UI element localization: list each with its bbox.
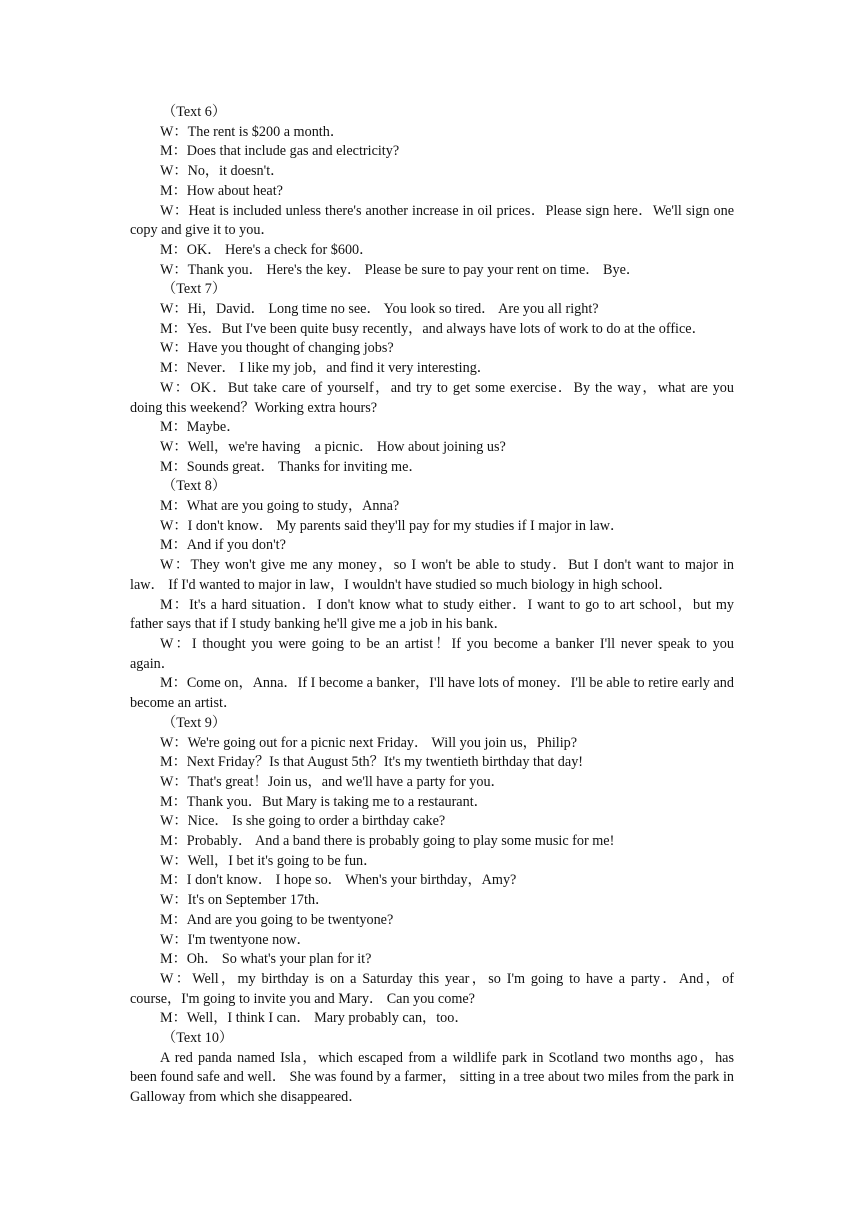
section-heading-text-8: （Text 8） — [162, 478, 227, 495]
dialogue-line: W：Well，I bet it's going to be fun． — [160, 852, 378, 869]
dialogue-line: M：I don't know． I hope so． When's your birthday，Amy? — [160, 872, 517, 889]
dialogue-line: M：What are you going to study，Anna? — [160, 498, 400, 515]
dialogue-line: M：Thank you．But Mary is taking me to a restaurant． — [160, 793, 488, 810]
dialogue-line: M：OK． Here's a check for $600． — [160, 241, 374, 258]
dialogue-line: W：That's great！Join us，and we'll have a party for you． — [160, 773, 505, 790]
section-heading-text-6: （Text 6） — [162, 104, 227, 120]
dialogue-line: M：Never． I like my job，and find it very interesting． — [160, 360, 491, 377]
dialogue-line: M：It's a hard situation．I don't know what to study either．I want to go to art school，but my father says that if I study banking he'll give me a job in his bank． — [130, 596, 734, 633]
dialogue-line: M：Come on，Anna．If I become a banker，I'll have lots of money．I'll be able to retire early and become an artist． — [130, 675, 734, 712]
dialogue-line: W：They won't give me any money，so I won't be able to study．But I don't want to major in law． If I'd wanted to major in law，I wouldn't have studied so much biology in high school． — [130, 557, 734, 593]
dialogue-line: M：Well，I think I can． Mary probably can，too． — [160, 1010, 469, 1027]
dialogue-line: W：Nice． Is she going to order a birthday cake? — [160, 813, 446, 830]
dialogue-line: W：Thank you． Here's the key． Please be sure to pay your rent on time． Bye． — [160, 261, 641, 278]
dialogue-line: W：Hi，David． Long time no see． You look so tired． Are you all right? — [160, 301, 599, 318]
dialogue-line: W：Have you thought of changing jobs? — [160, 340, 394, 357]
dialogue-line: M：Does that include gas and electricity? — [160, 143, 400, 160]
dialogue-line: W：We're going out for a picnic next Friday． Will you join us，Philip? — [160, 734, 578, 751]
dialogue-line: W：Well，we're having a picnic． How about joining us? — [160, 438, 506, 455]
dialogue-line: M：And are you going to be twentyone? — [160, 911, 394, 928]
passage-paragraph: A red panda named Isla，which escaped from a wildlife park in Scotland two months ago，has been found safe and well． She was found by a farmer， sitting in a tree about two miles from the park in Galloway from which she disappeared． — [130, 1049, 734, 1106]
document-body — [130, 103, 734, 1108]
dialogue-line: W：OK．But take care of yourself，and try to get some exercise．By the way，what are you doing this weekend？Working extra hours? — [130, 379, 734, 416]
dialogue-line: M：Next Friday？Is that August 5th？It's my twentieth birthday that day! — [160, 754, 584, 771]
dialogue-line: W：I don't know． My parents said they'll pay for my studies if I major in law． — [160, 517, 625, 534]
section-heading-text-10: （Text 10） — [162, 1030, 234, 1047]
dialogue-line: M：Maybe． — [160, 419, 241, 436]
dialogue-line: M：Probably． And a band there is probably going to play some music for me! — [160, 833, 615, 850]
dialogue-line: W：The rent is $200 a month． — [160, 123, 345, 140]
dialogue-line: M：Oh． So what's your plan for it? — [160, 951, 372, 968]
dialogue-line: W：I thought you were going to be an artist！If you become a banker I'll never speak to you again． — [130, 635, 734, 672]
section-heading-text-9: （Text 9） — [162, 714, 227, 731]
dialogue-line: M：How about heat? — [160, 182, 283, 199]
dialogue-line: W：I'm twentyone now． — [160, 931, 311, 948]
dialogue-line: W：It's on September 17th． — [160, 892, 330, 909]
dialogue-line: M：And if you don't? — [160, 537, 286, 554]
section-heading-text-7: （Text 7） — [162, 281, 227, 298]
dialogue-line: M：Yes．But I've been quite busy recently，and always have lots of work to do at the office． — [160, 320, 706, 337]
dialogue-line: W：Well，my birthday is on a Saturday this year，so I'm going to have a party．And，of course，I'm going to invite you and Mary． Can you come? — [130, 970, 734, 1007]
dialogue-line: W：Heat is included unless there's another increase in oil prices．Please sign here．We'll sign one copy and give it to you． — [130, 202, 734, 239]
dialogue-line: W：No，it doesn't． — [160, 163, 285, 180]
dialogue-line: M：Sounds great． Thanks for inviting me． — [160, 458, 423, 475]
